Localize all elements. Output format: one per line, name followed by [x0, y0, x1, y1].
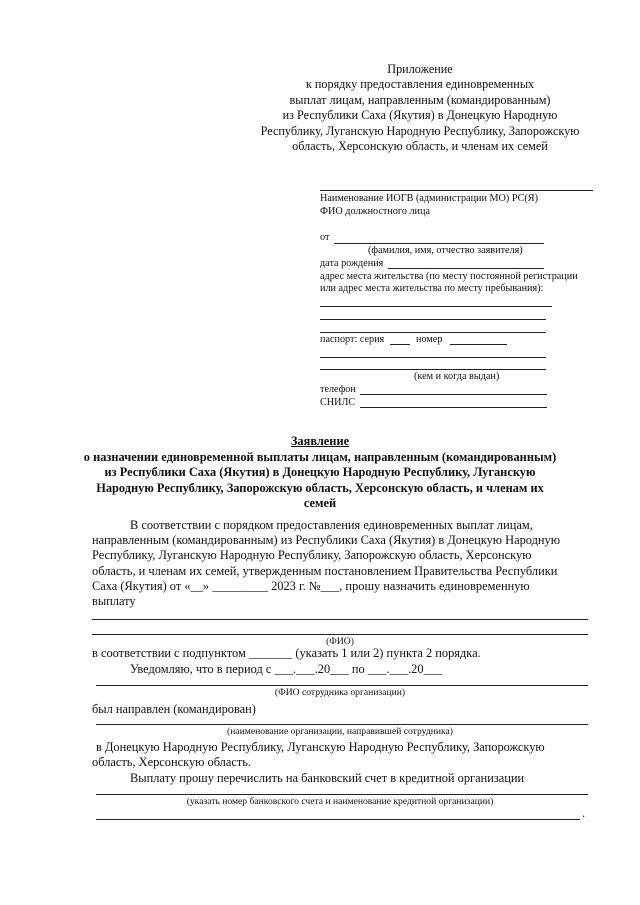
- address-caption-line2: или адрес места жительства по месту пребывания):: [320, 283, 544, 294]
- body-line: выплату: [92, 594, 136, 609]
- body-line: область, Херсонскую область.: [92, 755, 252, 770]
- employee-fio-caption: (ФИО сотрудника организации): [274, 687, 406, 698]
- passport-issued-caption: (кем и когда выдан): [414, 371, 500, 382]
- appendix-line: выплат лицам, направленным (командированным): [289, 92, 551, 107]
- birth-date-field[interactable]: [388, 268, 544, 269]
- appendix-line: Приложение: [387, 62, 453, 76]
- recipient-fio-field-line1[interactable]: [92, 619, 588, 620]
- body-line: В соответствии с порядком предоставления единовременных выплат лицам,: [130, 518, 533, 532]
- address-field-line2[interactable]: [320, 319, 546, 320]
- fio-caption: (ФИО): [326, 636, 354, 647]
- application-title: [80, 434, 560, 512]
- appendix-line: Республику, Луганскую Народную Республику, Запорожскую: [260, 123, 580, 138]
- was-sent-line: был направлен (командирован): [92, 702, 256, 716]
- title-line: о назначении единовременной выплаты лицам, направленным (командированным): [83, 449, 557, 464]
- end-dot: .: [582, 806, 586, 820]
- phone-label: телефон: [320, 384, 356, 395]
- recipient-org-field[interactable]: [320, 190, 593, 191]
- title-main: Заявление: [290, 434, 350, 448]
- body-line: область, и членам их семей, утвержденным постановлением Правительства Республики: [92, 563, 558, 578]
- payment-line: Выплату прошу перечислить на банковский счет в кредитной организации: [130, 771, 525, 785]
- notify-line: Уведомляю, что в период с ___.___.20___ по ___.___.20___: [130, 662, 443, 676]
- body-line: в Донецкую Народную Республику, Луганскую Народную Республику, Запорожскую: [96, 740, 545, 754]
- applicant-name-caption: (фамилия, имя, отчество заявителя): [368, 245, 523, 256]
- snils-label: СНИЛС: [320, 397, 356, 408]
- appendix-line: из Республики Саха (Якутия) в Донецкую Народную: [282, 108, 558, 123]
- snils-field[interactable]: [360, 407, 547, 408]
- bank-account-field-line2[interactable]: [96, 819, 580, 820]
- recipient-fio-field-line2[interactable]: [92, 634, 588, 635]
- body-line: Республику, Луганскую Народную Республику, Запорожскую область, Херсонскую: [92, 548, 532, 563]
- address-field-line3[interactable]: [320, 332, 546, 333]
- body-line: Саха (Якутия) от «__» _________ 2023 г. №___, прошу назначить единовременную: [92, 578, 530, 593]
- regions-paragraph: [92, 740, 594, 770]
- from-label: от: [320, 232, 330, 243]
- recipient-org-caption: Наименование ИОГВ (администрации МО) РС(Я): [320, 193, 538, 204]
- passport-series-label: паспорт: серия: [320, 334, 385, 345]
- birth-date-label: дата рождения: [320, 258, 384, 269]
- official-name-caption: ФИО должностного лица: [320, 206, 430, 217]
- employee-fio-field[interactable]: [96, 685, 588, 686]
- phone-field[interactable]: [360, 394, 547, 395]
- title-line: из Республики Саха (Якутия) в Донецкую Народную Республику, Луганскую: [104, 465, 536, 480]
- title-line: семей: [303, 496, 337, 511]
- bank-account-field-line1[interactable]: [96, 794, 588, 795]
- passport-issued-field-line1[interactable]: [320, 357, 546, 358]
- passport-series-field[interactable]: [390, 344, 410, 345]
- organization-caption: (наименование организации, направившей сотрудника): [227, 726, 453, 737]
- address-field-line1[interactable]: [320, 306, 552, 307]
- organization-field[interactable]: [96, 724, 588, 725]
- subpoint-line: в соответствии с подпунктом _______ (указать 1 или 2) пункта 2 порядка.: [92, 646, 481, 660]
- passport-number-field[interactable]: [450, 344, 507, 345]
- body-line: направленным (командированным) из Республики Саха (Якутия) в Донецкую Народную: [92, 533, 561, 548]
- passport-number-label: номер: [416, 334, 443, 345]
- title-line: Народную Республику, Запорожскую область, Херсонскую область, и членам их: [96, 480, 544, 495]
- appendix-line: область, Херсонскую область, и членам их семей: [292, 139, 548, 154]
- appendix-line: к порядку предоставления единовременных: [305, 77, 535, 92]
- address-caption-line1: адрес места жительства (по месту постоянной регистрации: [320, 271, 578, 282]
- body-paragraph-1: [92, 518, 594, 609]
- applicant-name-field[interactable]: [334, 243, 544, 244]
- bank-account-caption: (указать номер банковского счета и наименование кредитной организации): [186, 796, 494, 807]
- passport-issued-field-line2[interactable]: [320, 369, 546, 370]
